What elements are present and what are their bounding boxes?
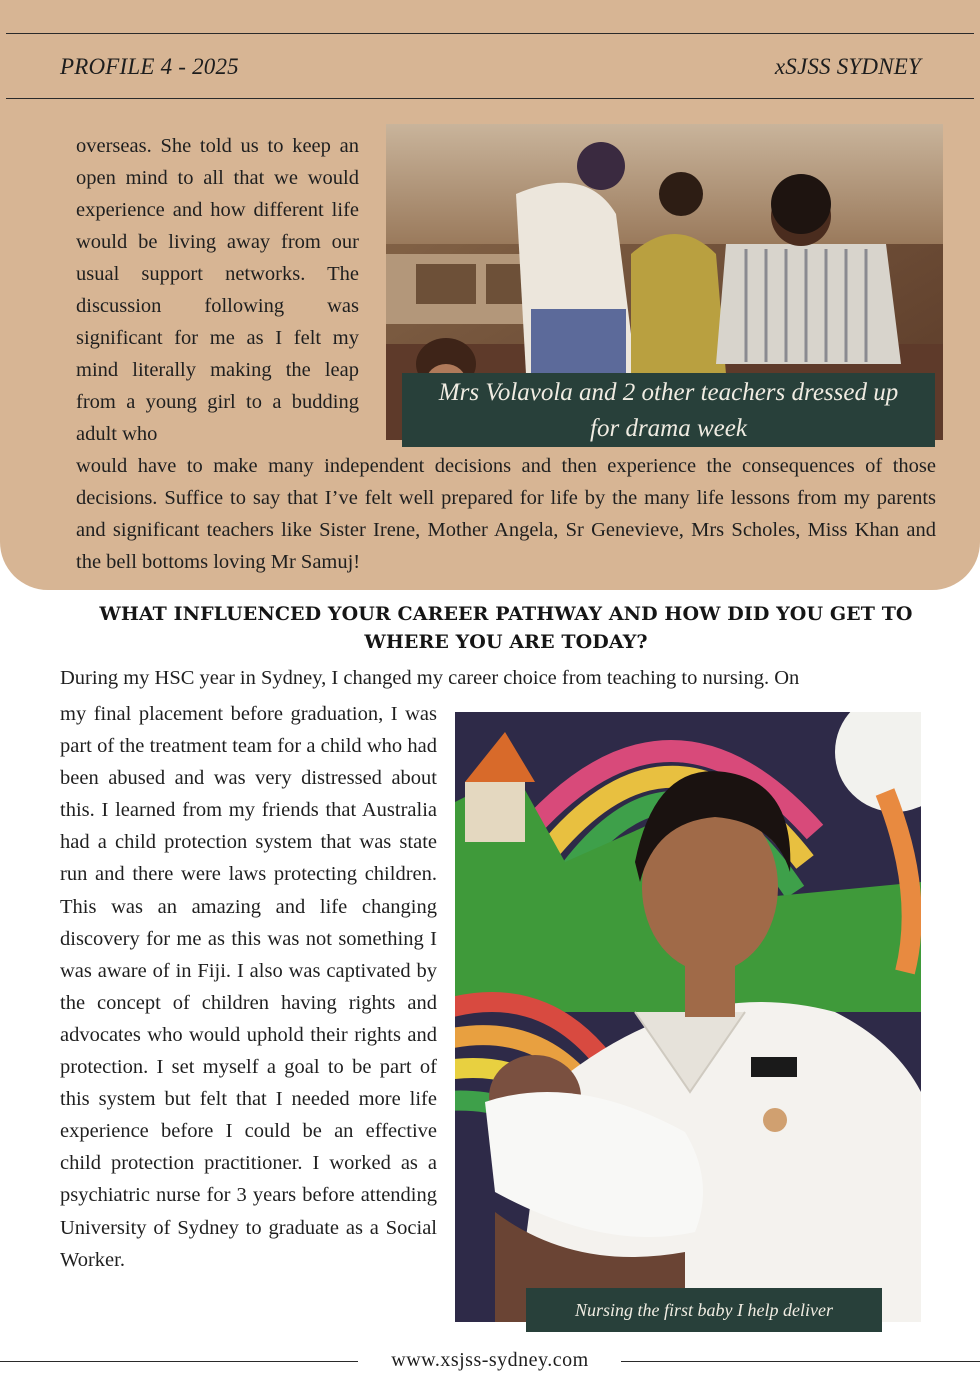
teachers-caption-line2: for drama week xyxy=(590,415,747,442)
footer-left-rule xyxy=(0,1361,358,1362)
nurse-photo-caption: Nursing the first baby I help deliver xyxy=(526,1288,882,1332)
teachers-photo-caption xyxy=(402,373,935,447)
section-heading-line2: WHERE YOU ARE TODAY? xyxy=(364,631,648,653)
header-top-rule xyxy=(6,33,974,34)
teachers-caption-line1: Mrs Volavola and 2 other teachers dressed up xyxy=(438,379,899,406)
career-column xyxy=(60,698,437,1276)
intro-column-text: overseas. She told us to keep an open mind to all that we would experience and how different life would be living away from our usual support networks. The discussion following was significant for me as I felt my mind literally making the leap from a young girl to a budding adult who xyxy=(76,135,359,445)
profile-label: PROFILE 4 - 2025 xyxy=(60,54,239,79)
section-lead-line: During my HSC year in Sydney, I changed my career choice from teaching to nursing. On xyxy=(60,667,800,689)
section-heading-line1: WHAT INFLUENCED YOUR CAREER PATHWAY AND HOW DID YOU GET TO xyxy=(99,603,913,625)
brand-label: xSJSS SYDNEY xyxy=(774,54,921,79)
nurse-photo xyxy=(455,712,921,1322)
intro-wide-text: would have to make many independent decisions and then experience the consequences of those decisions. Suffice to say that I’ve felt well prepared for life by the many life lessons from my parents and significant teachers like Sister Irene, Mother Angela, Sr Genevieve, Mrs Scholes, Miss Khan and the bell bottoms loving Mr Samuj! xyxy=(76,455,936,573)
header-bottom-rule xyxy=(6,98,974,99)
footer-website-link[interactable]: www.xsjss-sydney.com xyxy=(391,1349,589,1371)
nurse-photo-illustration xyxy=(455,712,921,1322)
intro-column xyxy=(76,130,359,450)
intro-wide-paragraph xyxy=(76,450,936,578)
section-heading xyxy=(60,600,952,656)
footer-right-rule xyxy=(621,1361,980,1362)
career-column-text: my final placement before graduation, I was part of the treatment team for a child who had been abused and was very distressed about this. I learned from my friends that Australia had a child protection system that was state run and there were laws protecting children. This was an amazing and life changing discovery for me as this was not something I was aware of in Fiji. I also was captivated by the concept of children having rights and advocates who would uphold their rights and protection. I set myself a goal to be part of this system but felt that I needed more life experience before I could be an effective child protection practitioner. I worked as a psychiatric nurse for 3 years before attending University of Sydney to graduate as a Social Worker. xyxy=(60,703,437,1271)
